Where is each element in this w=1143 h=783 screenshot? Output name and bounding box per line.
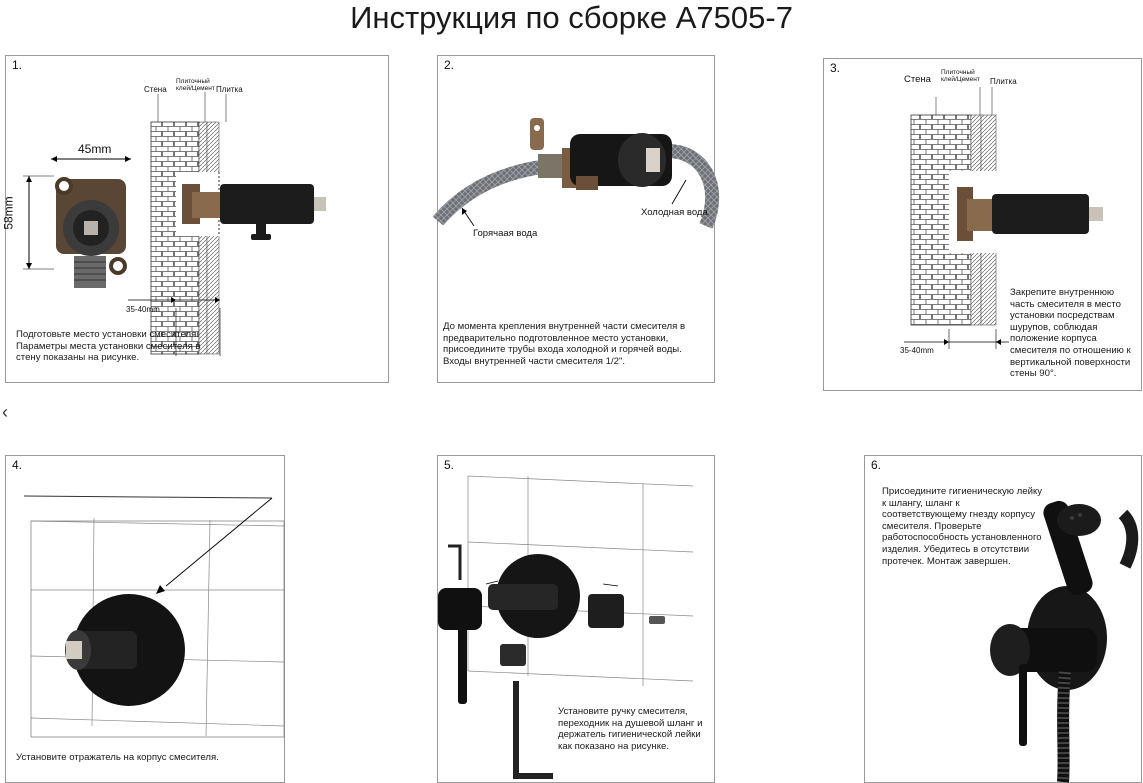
back-arrow-icon[interactable]: ‹ (2, 402, 8, 422)
step-number: 2. (444, 58, 455, 72)
step-5-caption: Установите ручку смесителя, переходник на душевой шланг и держатель гигиенической лейки как показано на рисунке. (558, 706, 703, 752)
label-glue: Плиточный клей/Цемент (941, 69, 980, 83)
step-4-caption: Установите отражатель на корпус смесителя. (16, 752, 219, 763)
label-wall: Стена (144, 85, 167, 94)
label-tile: Плитка (990, 77, 1017, 86)
step-number: 5. (444, 458, 455, 472)
label-glue: Плиточный клей/Цемент (176, 78, 215, 92)
step-5-panel (437, 455, 715, 783)
step-4-diagram (6, 456, 284, 782)
label-cold-water: Холодная вода (641, 207, 708, 218)
step-number: 3. (830, 61, 841, 75)
label-height-58mm: 58mm (1, 196, 16, 230)
step-2-caption: До момента крепления внутренней части смесителя в предварительно подготовленное место установки, присоедините трубы входа холодной и горячей воды. Входы внутренней части смесителя 1/2". (443, 321, 686, 367)
step-number: 1. (12, 58, 23, 72)
label-width-45mm: 45mm (78, 142, 112, 156)
label-depth: 35-40mm (900, 346, 934, 355)
step-number: 6. (871, 458, 882, 472)
step-2-panel (437, 55, 715, 383)
label-wall: Стена (904, 74, 931, 85)
step-1-caption: Подготовьте место установки смесителя. Параметры места установки смесителя в стену показаны на рисунке. (16, 329, 201, 364)
step-1-panel (1, 55, 389, 383)
step-number: 4. (12, 458, 23, 472)
label-depth: 35-40mm (126, 305, 160, 314)
label-tile: Плитка (216, 85, 243, 94)
step-6-panel (864, 455, 1142, 783)
step-4-panel (5, 455, 285, 783)
step-3-caption: Закрепите внутреннюю часть смесителя в место установки посредствам шурупов, соблюдая положение корпуса смесителя по отношению к вертикальной поверхности стены 90°. (1010, 287, 1131, 380)
step-3-panel (823, 58, 1142, 391)
step-6-caption: Присоедините гигиеническую лейку к шлангу, шланг к соответствующему гнезду корпусу смесителя. Проверьте работоспособность установленного изделия. Убедитесь в отсутствии протечек. Монтаж завершен. (882, 486, 1043, 567)
label-hot-water: Горячаая вода (473, 228, 538, 239)
page-title: Инструкция по сборке A7505-7 (350, 0, 793, 35)
